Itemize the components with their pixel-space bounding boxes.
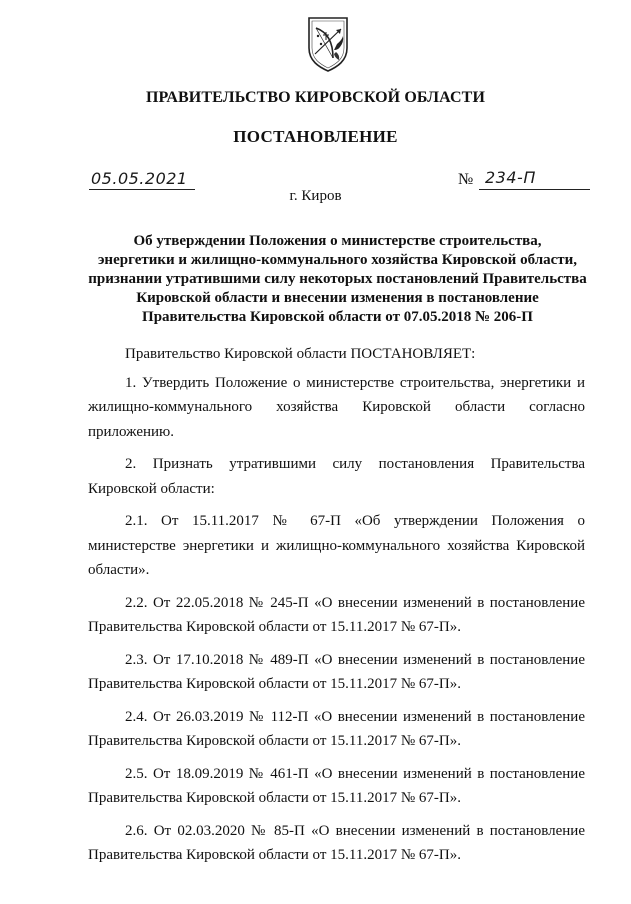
paragraph-2: 2. Признать утратившими силу постановления Правительства Кировской области: [88,456,585,497]
subject-line: Правительства Кировской области от 07.05.2018 № 206-П [142,309,533,325]
paragraph-2-5: 2.5. От 18.09.2019 № 461-П «О внесении изменений в постановление Правительства Кировской области от 15.11.2017 № 67-П». [88,765,585,806]
document-type: ПОСТАНОВЛЕНИЕ [233,127,398,146]
paragraph-2-2: 2.2. От 22.05.2018 № 245-П «О внесении изменений в постановление Правительства Кировской области от 15.11.2017 № 67-П». [88,594,585,635]
paragraph-2-3: 2.3. От 17.10.2018 № 489-П «О внесении изменений в постановление Правительства Кировской области от 15.11.2017 № 67-П». [88,651,585,692]
document-body [88,342,585,876]
document-date: 05.05.2021 [89,169,195,190]
paragraph-2-6: 2.6. От 02.03.2020 № 85-П «О внесении изменений в постановление Правительства Кировской области от 15.11.2017 № 67-П». [88,822,585,863]
subject-line: Кировской области и внесении изменения в постановление [136,290,539,306]
government-title: ПРАВИТЕЛЬСТВО КИРОВСКОЙ ОБЛАСТИ [146,89,485,106]
subject-line: признании утратившими силу некоторых постановлений Правительства [88,271,587,287]
intro-paragraph: Правительство Кировской области ПОСТАНОВЛЯЕТ: [125,346,476,362]
city: г. Киров [289,188,342,204]
paragraph-2-1: 2.1. От 15.11.2017 № 67-П «Об утверждении Положения о министерстве энергетики и жилищно-коммунального хозяйства Кировской области». [88,513,585,578]
number-sign: № [458,171,474,188]
document-number: 234-П [479,167,590,190]
subject-line: Об утверждении Положения о министерстве строительства, [133,233,542,249]
subject-line: энергетики и жилищно-коммунального хозяйства Кировской области, [97,252,578,268]
paragraph-1: 1. Утвердить Положение о министерстве строительства, энергетики и жилищно-коммунального хозяйства Кировской области согласно приложению. [88,374,585,440]
document-subject [80,232,595,327]
kirov-region-coat-of-arms-icon [303,14,353,74]
paragraph-2-4: 2.4. От 26.03.2019 № 112-П «О внесении изменений в постановление Правительства Кировской области от 15.11.2017 № 67-П». [88,708,585,749]
